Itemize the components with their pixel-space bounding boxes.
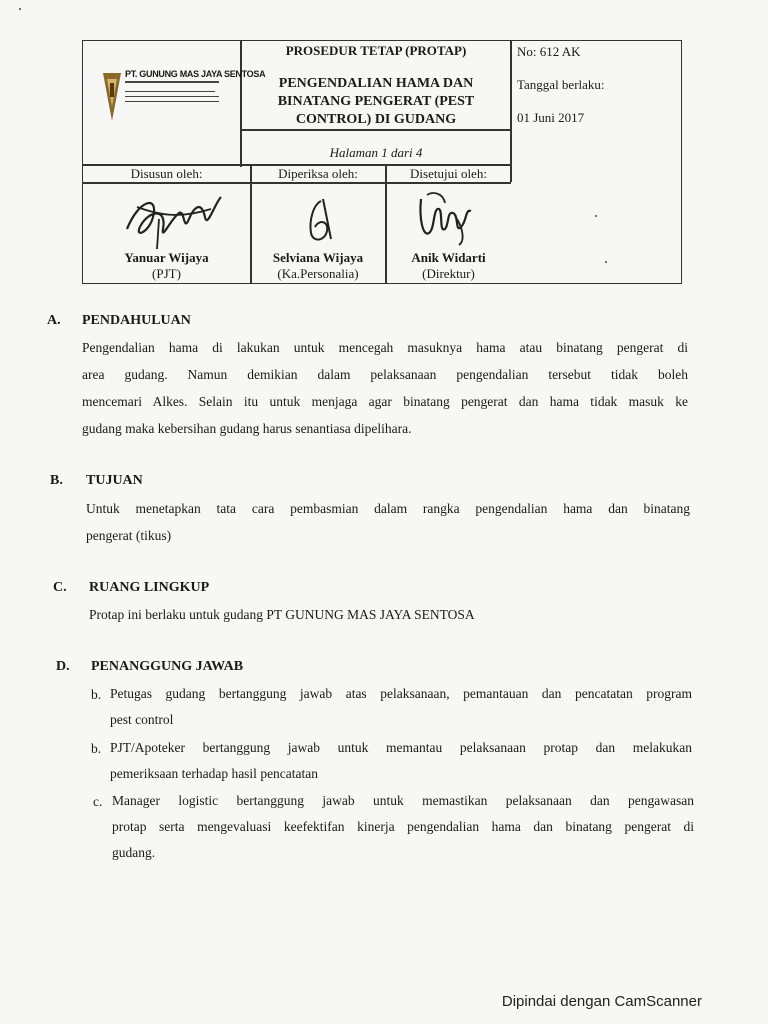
signature-role-2: (Ka.Personalia) bbox=[277, 266, 359, 281]
signature-2-image bbox=[291, 197, 341, 247]
section-d-title: PENANGGUNG JAWAB bbox=[91, 659, 244, 674]
section-d-letter: D. bbox=[56, 659, 70, 674]
list-marker: b. bbox=[91, 687, 102, 702]
list-marker: c. bbox=[93, 794, 103, 809]
page-info: Halaman 1 dari 4 bbox=[329, 145, 423, 160]
signature-label-1: Disusun oleh: bbox=[130, 166, 203, 181]
section-b-letter: B. bbox=[50, 473, 63, 488]
section-c-letter: C. bbox=[53, 580, 67, 595]
company-logo: PT. GUNUNG MAS JAYA SENTOSA bbox=[101, 69, 221, 129]
signature-name-3: Anik Widarti bbox=[411, 250, 486, 265]
signature-3-image bbox=[413, 189, 477, 249]
signature-1-image bbox=[119, 189, 229, 251]
doc-title: PENGENDALIAN HAMA DAN BINATANG PENGERAT (PEST CONTROL) DI GUDANG bbox=[277, 76, 475, 127]
header-table bbox=[82, 40, 682, 284]
effective-label: Tanggal berlaku: bbox=[517, 77, 605, 92]
list-item: PJT/Apoteker bertanggung jawab untuk memantau pelaksanaan protap dan melakukan pemeriksaan terhadap hasil pencatatan bbox=[110, 740, 692, 781]
effective-date: 01 Juni 2017 bbox=[517, 110, 585, 125]
signature-label-2: Diperiksa oleh: bbox=[278, 166, 358, 181]
section-a-title: PENDAHULUAN bbox=[82, 313, 191, 328]
section-a-letter: A. bbox=[47, 313, 61, 328]
signature-name-1: Yanuar Wijaya bbox=[124, 250, 209, 265]
signature-role-3: (Direktur) bbox=[422, 266, 475, 281]
signature-role-1: (PJT) bbox=[152, 266, 181, 281]
list-marker: b. bbox=[91, 741, 102, 756]
doc-type: PROSEDUR TETAP (PROTAP) bbox=[285, 43, 467, 58]
signature-name-2: Selviana Wijaya bbox=[272, 250, 364, 265]
list-item: Manager logistic bertanggung jawab untuk memastikan pelaksanaan dan pengawasan protap serta mengevaluasi keefektifan kinerja pengendalian hama dan binatang pengerat di gudang. bbox=[112, 793, 694, 860]
scanner-watermark: Dipindai dengan CamScanner bbox=[501, 993, 702, 1010]
list-item: Petugas gudang bertanggung jawab atas pelaksanaan, pemantauan dan pencatatan program pest control bbox=[110, 686, 692, 727]
section-c-body: Protap ini berlaku untuk gudang PT GUNUNG MAS JAYA SENTOSA bbox=[89, 607, 475, 622]
section-b-body: Untuk menetapkan tata cara pembasmian dalam rangka pengendalian hama dan binatang pengerat (tikus) bbox=[86, 501, 690, 543]
section-c-title: RUANG LINGKUP bbox=[89, 580, 210, 595]
section-b-title: TUJUAN bbox=[86, 473, 143, 488]
company-logo-icon bbox=[101, 73, 123, 123]
signature-label-3: Disetujui oleh: bbox=[410, 166, 487, 181]
section-a-body: Pengendalian hama di lakukan untuk mencegah masuknya hama atau binatang pengerat di area gudang. Namun demikian dalam pelaksanaan pengendalian tersebut tidak boleh mencemari Alkes. Selain itu untuk menjaga agar binatang pengerat dan hama tidak masuk ke gudang maka kebersihan gudang harus senantiasa dipelihara. bbox=[82, 340, 688, 436]
doc-number: No: 612 AK bbox=[517, 44, 581, 59]
